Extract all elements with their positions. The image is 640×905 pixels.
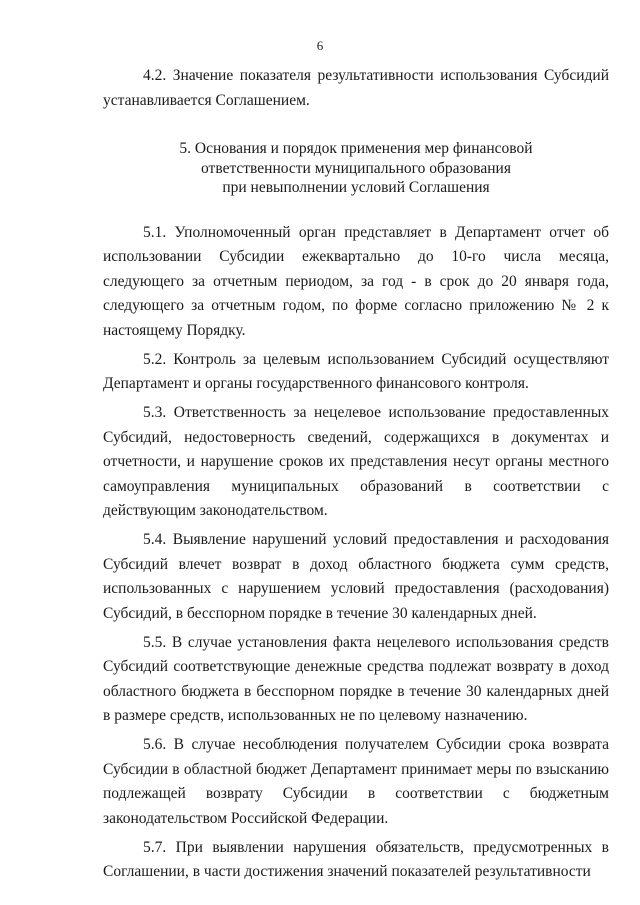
paragraph-4-2: 4.2. Значение показателя результативности использования Субсидий устанавливается Соглашением. [103,67,609,109]
section-heading-line: 5. Основания и порядок применения мер финансовой [179,140,533,157]
paragraph-5-7: 5.7. При выявлении нарушения обязательств, предусмотренных в Соглашении, в части достижения значений показателей результативности [103,838,609,880]
paragraph-5-1: 5.1. Уполномоченный орган представляет в Департамент отчет об использовании Субсидии ежеквартально до 10-го числа месяца, следующего за отчетным периодом, за год - в срок до 20 января года, следующего за отчетным годом, по форме согласно приложению № 2 к настоящему Порядку. [103,223,609,339]
paragraph-5-3: 5.3. Ответственность за нецелевое использование предоставленных Субсидий, недостоверность сведений, содержащихся в документах и отчетности, и нарушение сроков их представления несут органы местного самоуправления муниципальных образований в соответствии с действующим законодательством. [103,404,609,519]
paragraph-5-5: 5.5. В случае установления факта нецелевого использования средств Субсидий соответствующие денежные средства подлежат возврату в доход областного бюджета в бесспорном порядке в течение 30 календарных дней в размере средств, использованных не по целевому назначению. [103,633,609,724]
paragraph-5-2: 5.2. Контроль за целевым использованием Субсидий осуществляют Департамент и органы государственного финансового контроля. [103,350,609,392]
section-heading-line: ответственности муниципального образования [201,159,511,177]
paragraph-5-6: 5.6. В случае несоблюдения получателем Субсидии срока возврата Субсидии в областной бюджет Департамент принимает меры по взысканию подлежащей возврату Субсидии в соответствии с бюджетным законодательством Российской Федерации. [103,736,609,827]
document-body [103,64,609,889]
section-heading-line: при невыполнении условий Соглашения [222,179,490,196]
paragraph-5-4: 5.4. Выявление нарушений условий предоставления и расходования Субсидий влечет возврат в доход областного бюджета сумм средств, использованных с нарушением условий предоставления (расходования) Субсидий, в бесспорном порядке в течение 30 календарных дней. [103,531,609,622]
section-5-heading [103,139,609,198]
page-number: 6 [316,38,324,53]
